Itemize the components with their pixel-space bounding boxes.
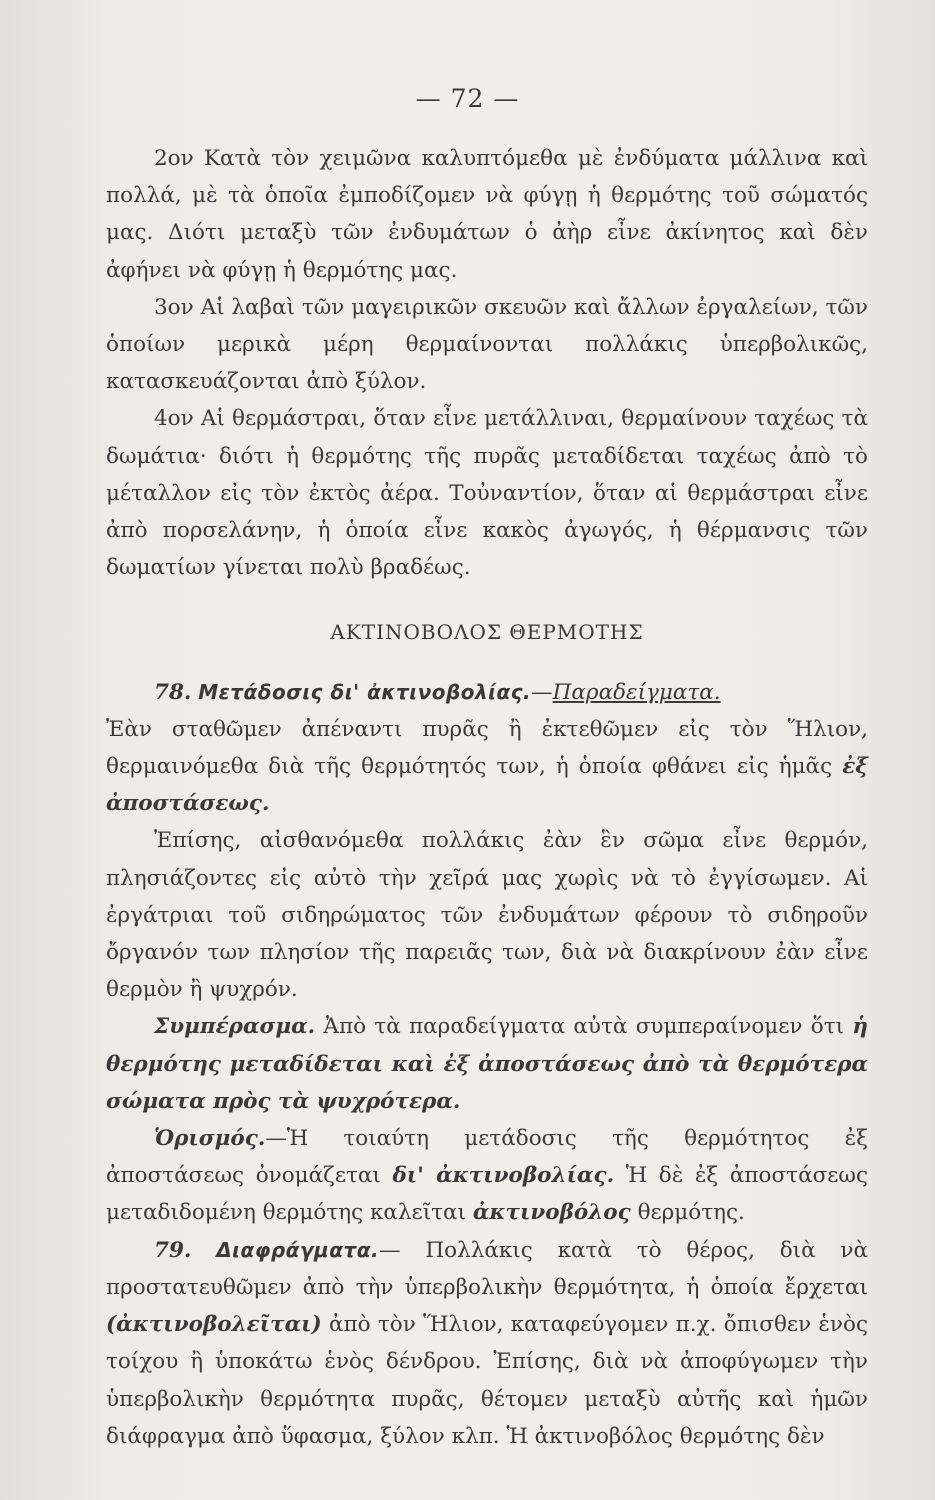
section-79-text-1: Πολλάκις κατὰ τὸ θέρος, διὰ νὰ προστατευθῶμεν ἀπὸ τὴν ὑπερβολικὴν θερμότητα, ἡ ὁποία ἔρχεται (106, 1237, 868, 1300)
definition-text-2: Ἡ δὲ ἐξ ἀποστάσεως μεταδιδομένη θερμότης καλεῖται (106, 1163, 868, 1226)
section-78-definition (106, 1120, 868, 1232)
section-78-examples-label: Παραδείγματα. (552, 679, 721, 705)
definition-text-1: Ἡ τοιαύτη μετάδοσις τῆς θερμότητος ἐξ ἀποστάσεως ὀνομάζεται (106, 1126, 868, 1189)
section-79-dash: — (379, 1237, 401, 1263)
section-79-number: 79. (154, 1237, 192, 1263)
conclusion-emphasis: ἡ θερμότης μεταδίδεται καὶ ἐξ ἀποστάσεως ἀπὸ τὰ θερμότερα σώματα πρὸς τὰ ψυχρότερα. (106, 1014, 868, 1114)
section-79-emphasis: (ἀκτινοβολεῖται) (106, 1312, 322, 1338)
section-78-conclusion (106, 1008, 868, 1120)
section-heading: ΑΚΤΙΝΟΒΟΛΟΣ ΘΕΡΜΟΤΗΣ (330, 620, 644, 645)
definition-emphasis-1: δι' ἀκτινοβολίας. (392, 1163, 615, 1189)
section-78-p1-emphasis: ἐξ ἀποστάσεως. (106, 754, 868, 817)
section-78-p1-text: Ἐὰν σταθῶμεν ἀπέναντι πυρᾶς ἢ ἐκτεθῶμεν εἰς τὸν Ἥλιον, θερμαινόμεθα διὰ τῆς θερμότητός των, ἡ ὁποία φθάνει εἰς ἡμᾶς (106, 716, 868, 780)
section-79-paragraph (106, 1232, 868, 1455)
page-body (106, 140, 868, 1455)
definition-text-3: θερμότης. (637, 1200, 745, 1226)
page-number: — 72 — (415, 84, 520, 113)
paragraph-2: 2ον Κατὰ τὸν χειμῶνα καλυπτόμεθα μὲ ἐνδύματα μάλλινα καὶ πολλά, μὲ τὰ ὁποῖα ἐμποδίζομεν νὰ φύγῃ ἡ θερμότης τοῦ σώματός μας. Διότι μεταξὺ τῶν ἐνδυμάτων ὁ ἀὴρ εἶνε ἀκίνητος καὶ δὲν ἀφήνει νὰ φύγῃ ἡ θερμότης μας. (106, 146, 868, 283)
definition-emphasis-2: ἀκτινοβόλος (472, 1200, 631, 1226)
section-78-title-line (106, 674, 868, 711)
paragraph-3: 3ον Αἱ λαβαὶ τῶν μαγειρικῶν σκευῶν καὶ ἄλλων ἐργαλείων, τῶν ὁποίων μερικὰ μέρη θερμαίνονται πολλάκις ὑπερβολικῶς, κατασκευάζονται ἀπὸ ξύλον. (106, 294, 868, 395)
section-79-text-2: ἀπὸ τὸν Ἥλιον, καταφεύγομεν π.χ. ὄπισθεν ἑνὸς τοίχου ἢ ὑποκάτω ἑνὸς δένδρου. Ἐπίσης, διὰ νὰ ἀποφύγωμεν τὴν ὑπερβολικὴν θερμότητα πυρᾶς, θέτομεν μεταξὺ αὐτῆς καὶ ἡμῶν διάφραγμα ἀπὸ ὕφασμα, ξύλον κλπ. Ἡ ἀκτινοβόλος θερμότης δὲν (106, 1312, 868, 1449)
definition-dash: — (265, 1126, 287, 1152)
section-78-paragraph-1 (106, 711, 868, 823)
paragraph-4: 4ον Αἱ θερμάστραι, ὅταν εἶνε μετάλλιναι, θερμαίνουν ταχέως τὰ δωμάτια· διότι ἡ θερμότης τῆς πυρᾶς μεταδίδεται ταχέως ἀπὸ τὸ μέταλλον εἰς τὸν ἐκτὸς ἀέρα. Τοὐναντίον, ὅταν αἱ θερμάστραι εἶνε ἀπὸ πορσελάνην, ἡ ὁποία εἶνε κακὸς ἀγωγός, ἡ θέρμανσις τῶν δωματίων γίνεται πολὺ βραδέως. (106, 406, 868, 581)
section-78-number: 78. (154, 679, 192, 705)
section-79-title: Διαφράγματα. (216, 1237, 380, 1262)
section-78-title: Μετάδοσις δι' ἀκτινοβολίας. (198, 679, 532, 704)
conclusion-text: Ἀπὸ τὰ παραδείγματα αὐτὰ συμπεραίνομεν ὅτι (323, 1014, 845, 1040)
conclusion-label: Συμπέρασμα. (154, 1014, 316, 1040)
definition-label: Ὁρισμός. (154, 1126, 266, 1152)
section-78-dash: — (531, 679, 553, 705)
section-78-paragraph-2: Ἐπίσης, αἰσθανόμεθα πολλάκις ἐὰν ἓν σῶμα εἶνε θερμόν, πλησιάζοντες εἰς αὐτὸ τὴν χεῖρά μας χωρὶς νὰ τὸ ἐγγίσωμεν. Αἱ ἐργάτριαι τοῦ σιδηρώματος τῶν ἐνδυμάτων φέρουν τὸ σιδηροῦν ὄργανόν των πλησίον τῆς παρειᾶς των, διὰ νὰ διακρίνουν ἐὰν εἶνε θερμὸν ἢ ψυχρόν. (106, 828, 868, 1003)
